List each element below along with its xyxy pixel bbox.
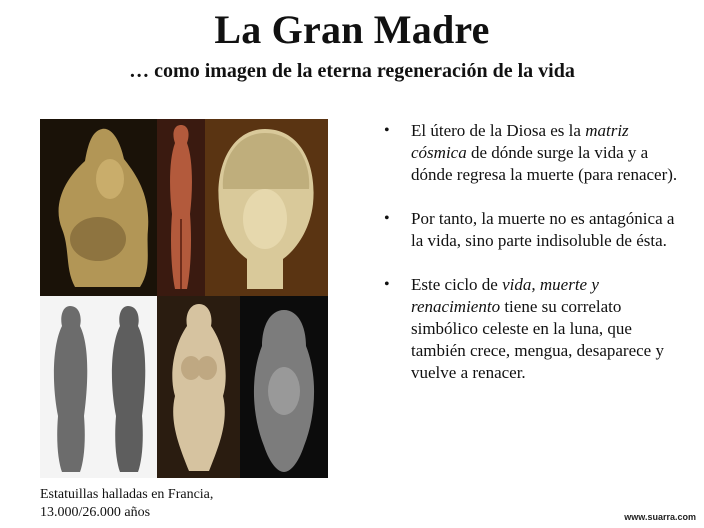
bullet-text-part: Por tanto, la muerte no es antagónica a la vida, sino parte indisoluble de ésta.: [411, 209, 675, 250]
figurines-photo-collage: [40, 119, 328, 478]
bullet-text-italic: vida, muerte y renacimiento: [411, 275, 599, 316]
bullet-marker: •: [384, 276, 390, 293]
slide-subtitle: … como imagen de la eterna regeneración de la vida: [129, 60, 575, 82]
caption-line-1: Estatuillas halladas en Francia,: [40, 487, 214, 502]
bullet-list: [378, 120, 678, 384]
bullet-item: [378, 208, 678, 252]
bullet-text-part: tiene su correlato simbólico celeste en la luna, que también crece, mengua, desaparece y vuelve a renacer.: [411, 297, 664, 382]
caption-line-2: 13.000/26.000 años: [40, 505, 151, 520]
bullet-item: [378, 274, 678, 384]
figurines-bw-pair-photo: [40, 296, 157, 478]
venus-head-hood-photo: [205, 119, 328, 296]
venus-ivory-small-photo: [157, 296, 240, 478]
bullet-item: [378, 120, 678, 186]
bullet-text-part: El útero de la Diosa es la: [411, 121, 586, 140]
bullet-marker: •: [384, 122, 390, 139]
bullet-text-part: Este ciclo de: [411, 275, 503, 294]
figurine-red-slender-photo: [157, 119, 205, 296]
bullet-text-italic: matriz cósmica: [411, 121, 629, 162]
figures-caption: [40, 486, 330, 522]
site-credit: www.suarra.com: [624, 512, 696, 522]
bullet-marker: •: [384, 210, 390, 227]
figurine-dark-gray-photo: [240, 296, 328, 478]
bullet-text-part: de dónde surge la vida y a dónde regresa la muerte (para renacer).: [411, 143, 678, 184]
figurine-yellow-stone-photo: [40, 119, 157, 296]
slide-title: La Gran Madre: [214, 7, 490, 52]
